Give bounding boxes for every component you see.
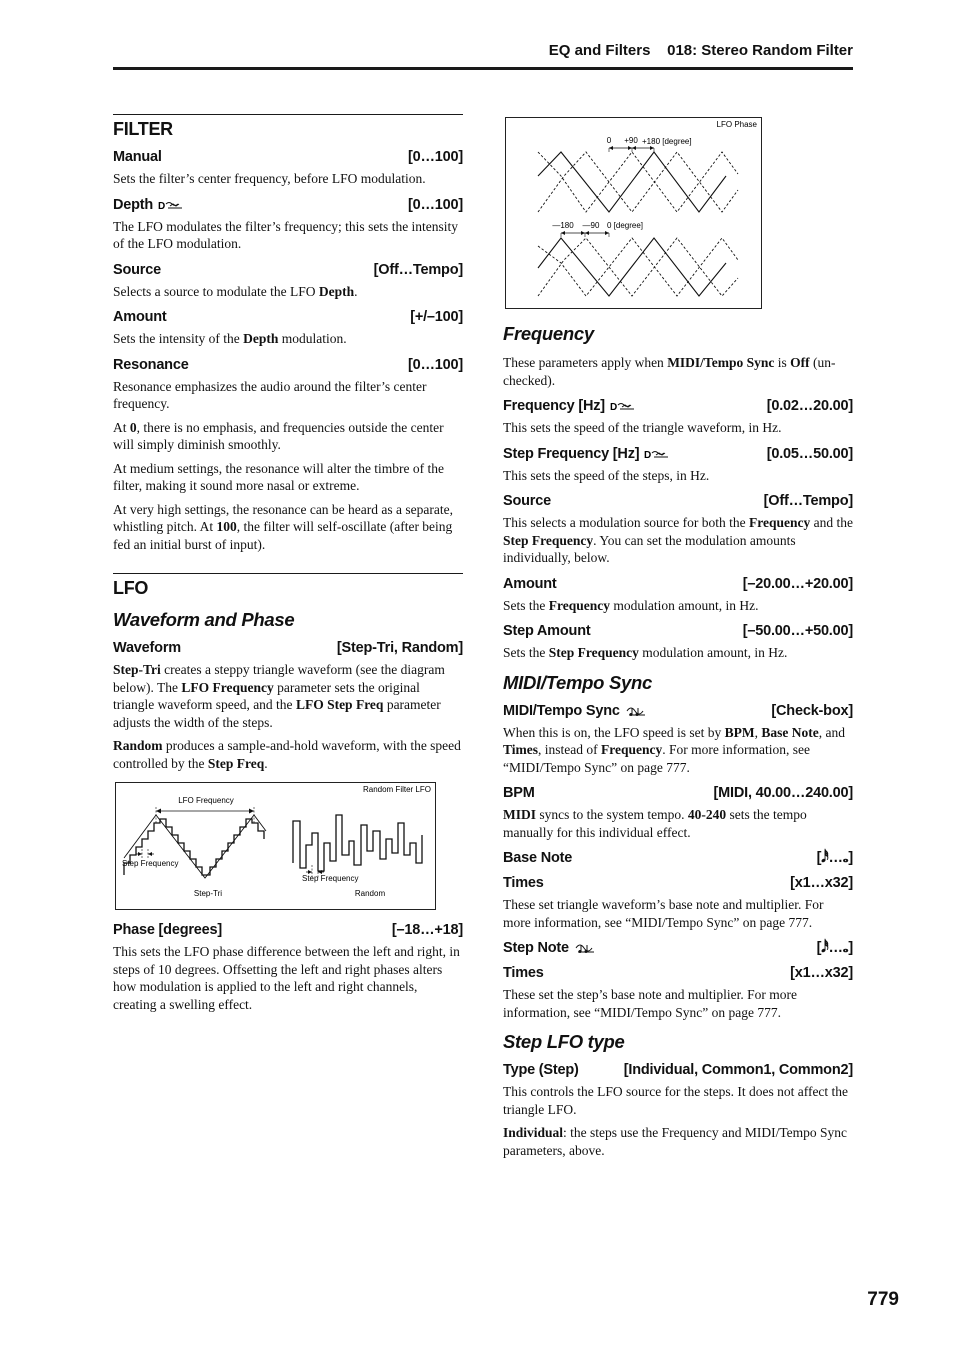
param-desc: Individual: the steps use the Frequency and MIDI/Tempo Sync parameters, above.	[503, 1125, 848, 1158]
phase-label: +90	[624, 136, 638, 145]
param-desc: Sets the Step Frequency modulation amount, in Hz.	[503, 645, 788, 660]
param-range: [–50.00…+50.00]	[742, 623, 853, 639]
phase-label: —90	[582, 221, 600, 230]
param-range: [–18…+18]	[391, 922, 463, 938]
param-name: Phase [degrees]	[113, 922, 223, 938]
step-frequency-label: Step Frequency	[122, 859, 179, 868]
param-manual	[113, 149, 463, 165]
tempo-sync-icon	[574, 942, 596, 954]
diagram-title: Random Filter LFO	[362, 785, 431, 794]
param-range: [0…100]	[407, 196, 463, 213]
param-range: [–20.00…+20.00]	[742, 575, 853, 592]
param-range: [Check-box]	[771, 702, 853, 719]
header-rule	[113, 67, 853, 70]
param-times	[503, 965, 853, 981]
subsection-title-waveform-phase: Waveform and Phase	[113, 609, 295, 630]
param-range: [Off…Tempo]	[763, 493, 853, 509]
param-depth	[113, 197, 463, 213]
param-desc: These set triangle waveform’s base note and multiplier. For more information, see “MIDI/Tempo Sync” on page 777.	[503, 897, 824, 930]
step-tri-label: Step-Tri	[193, 889, 223, 898]
lfo-frequency-label: LFO Frequency	[178, 796, 234, 805]
section-title-filter: FILTER	[113, 119, 173, 139]
dmod-icon	[610, 400, 636, 412]
param-name: Amount	[113, 309, 167, 325]
param-name: Times	[503, 965, 544, 981]
page-number: 779	[867, 1289, 899, 1310]
param-range: [x1…x32]	[790, 875, 853, 891]
subsection-title-midi-tempo: MIDI/Tempo Sync	[503, 671, 653, 693]
param-desc: Sets the filter’s center frequency, before LFO modulation.	[113, 171, 426, 186]
param-name: Source	[113, 261, 161, 278]
diagram-title: LFO Phase	[716, 120, 757, 129]
param-step-note	[503, 940, 853, 956]
param-name: BPM	[503, 785, 535, 801]
param-frequency-hz	[503, 398, 853, 414]
param-desc: At medium settings, the resonance will alter the timbre of the filter, making it sound more nasal or extreme.	[113, 460, 445, 493]
param-name: Waveform	[113, 640, 181, 656]
param-name: Step Amount	[503, 623, 591, 639]
svg-text:D: D	[644, 449, 652, 460]
param-phase	[113, 922, 463, 938]
param-range: [+/–100]	[410, 309, 463, 325]
param-desc: This selects a modulation source for both the Frequency and the Step Frequency. You can set the modulation amounts individually, below.	[503, 515, 853, 565]
param-range: [𝅘𝅥𝅰…𝅝]	[816, 940, 853, 956]
param-range: [0.02…20.00]	[766, 398, 853, 414]
param-desc: At 0, there is no emphasis, and frequencies outside the center will simply diminish smoothly.	[113, 419, 444, 452]
left-column	[113, 114, 463, 1019]
dmod-icon	[644, 448, 670, 460]
param-base-note	[503, 850, 853, 866]
param-source	[503, 493, 853, 509]
param-desc: These parameters apply when MIDI/Tempo Sync is Off (un-checked).	[503, 355, 836, 388]
lfo-phase-diagram	[505, 117, 762, 309]
subsection-title-step-lfo-type: Step LFO type	[503, 1031, 625, 1052]
page-header	[549, 42, 853, 59]
section-rule	[113, 573, 463, 574]
param-midi-tempo-sync	[503, 703, 853, 719]
param-bpm	[503, 785, 853, 801]
param-desc: This sets the speed of the steps, in Hz.	[503, 467, 710, 483]
phase-label: +180 [degree]	[642, 137, 692, 146]
svg-text:D: D	[158, 200, 166, 211]
param-desc: When this is on, the LFO speed is set by BPM, Base Note, and Times, instead of Frequency. For more information, see “MIDI/Tempo Sync” on page 777.	[503, 724, 845, 775]
phase-label: 0 [degree]	[607, 221, 644, 230]
phase-label: 0	[606, 136, 612, 145]
random-label: Random	[354, 889, 386, 898]
param-desc: These set the step’s base note and multiplier. For more information, see “MIDI/Tempo Sync” on page 777.	[503, 987, 797, 1020]
param-range: [0…100]	[407, 149, 463, 165]
param-desc: Random produces a sample-and-hold waveform, with the speed controlled by the Step Freq.	[113, 738, 461, 771]
param-desc: This sets the speed of the triangle waveform, in Hz.	[503, 420, 782, 435]
param-range: [x1…x32]	[790, 965, 853, 981]
param-desc: Selects a source to modulate the LFO Depth.	[113, 283, 358, 299]
param-name: Depth	[113, 196, 154, 213]
phase-label: —180	[552, 221, 574, 230]
param-source	[113, 262, 463, 278]
param-range: [𝅘𝅥𝅰…𝅝]	[816, 850, 853, 866]
step-frequency-label: Step Frequency	[302, 874, 359, 883]
param-type-step	[503, 1062, 853, 1078]
param-name: Base Note	[503, 850, 573, 866]
param-desc: This sets the LFO phase difference between the left and right, in steps of 10 degrees. Offsetting the left and right phases alters how modulation is applied to the left and right channels, creating a swelling effect.	[113, 944, 460, 1012]
param-name: Step Note	[503, 940, 569, 956]
param-name: Source	[503, 493, 551, 509]
param-step-frequency-hz	[503, 446, 853, 462]
param-desc: At very high settings, the resonance can be heard as a separate, whistling pitch. At 100, the filter will self-oscillate (after being fed an initial burst of input).	[113, 501, 453, 552]
param-range: [Individual, Common1, Common2]	[623, 1062, 853, 1078]
dmod-icon	[158, 199, 184, 211]
right-column	[503, 117, 853, 1165]
param-amount	[503, 576, 853, 592]
param-desc: This controls the LFO source for the steps. It does not affect the triangle LFO.	[503, 1084, 849, 1117]
param-step-amount	[503, 623, 853, 639]
param-desc: MIDI syncs to the system tempo. 40-240 sets the tempo manually for this individual effect.	[503, 807, 807, 840]
param-desc: The LFO modulates the filter’s frequency; this sets the intensity of the LFO modulation.	[113, 218, 459, 251]
section-rule	[113, 114, 463, 115]
subsection-title-frequency: Frequency	[503, 323, 594, 344]
param-name: Amount	[503, 575, 557, 592]
param-desc: Step-Tri creates a steppy triangle waveform (see the diagram below). The LFO Frequency parameter sets the original triangle waveform speed, and the LFO Step Freq parameter adjusts the width of the steps.	[113, 662, 445, 730]
param-desc: Sets the Frequency modulation amount, in Hz.	[503, 597, 759, 613]
header-effect: 018: Stereo Random Filter	[667, 42, 853, 59]
param-name: Frequency [Hz]	[503, 398, 605, 414]
param-range: [Off…Tempo]	[373, 261, 463, 278]
param-name: Step Frequency [Hz]	[503, 445, 640, 462]
param-times	[503, 875, 853, 891]
param-desc: Sets the intensity of the Depth modulation.	[113, 331, 347, 346]
param-range: [0.05…50.00]	[766, 445, 853, 462]
header-section: EQ and Filters	[548, 42, 651, 59]
param-range: [0…100]	[407, 356, 463, 373]
param-range: [Step-Tri, Random]	[336, 640, 463, 656]
param-desc: Resonance emphasizes the audio around the filter’s center frequency.	[113, 378, 427, 411]
param-amount	[113, 309, 463, 325]
param-resonance	[113, 357, 463, 373]
tempo-sync-icon	[625, 705, 647, 717]
param-name: Times	[503, 875, 544, 891]
param-name: Resonance	[113, 356, 189, 373]
svg-text:D: D	[609, 402, 617, 412]
random-filter-lfo-diagram	[115, 782, 436, 910]
param-name: Type (Step)	[503, 1062, 579, 1078]
section-title-lfo: LFO	[113, 578, 149, 598]
param-range: [MIDI, 40.00…240.00]	[713, 785, 853, 801]
param-name: Manual	[113, 149, 162, 165]
param-name: MIDI/Tempo Sync	[503, 702, 620, 719]
param-waveform	[113, 640, 463, 656]
